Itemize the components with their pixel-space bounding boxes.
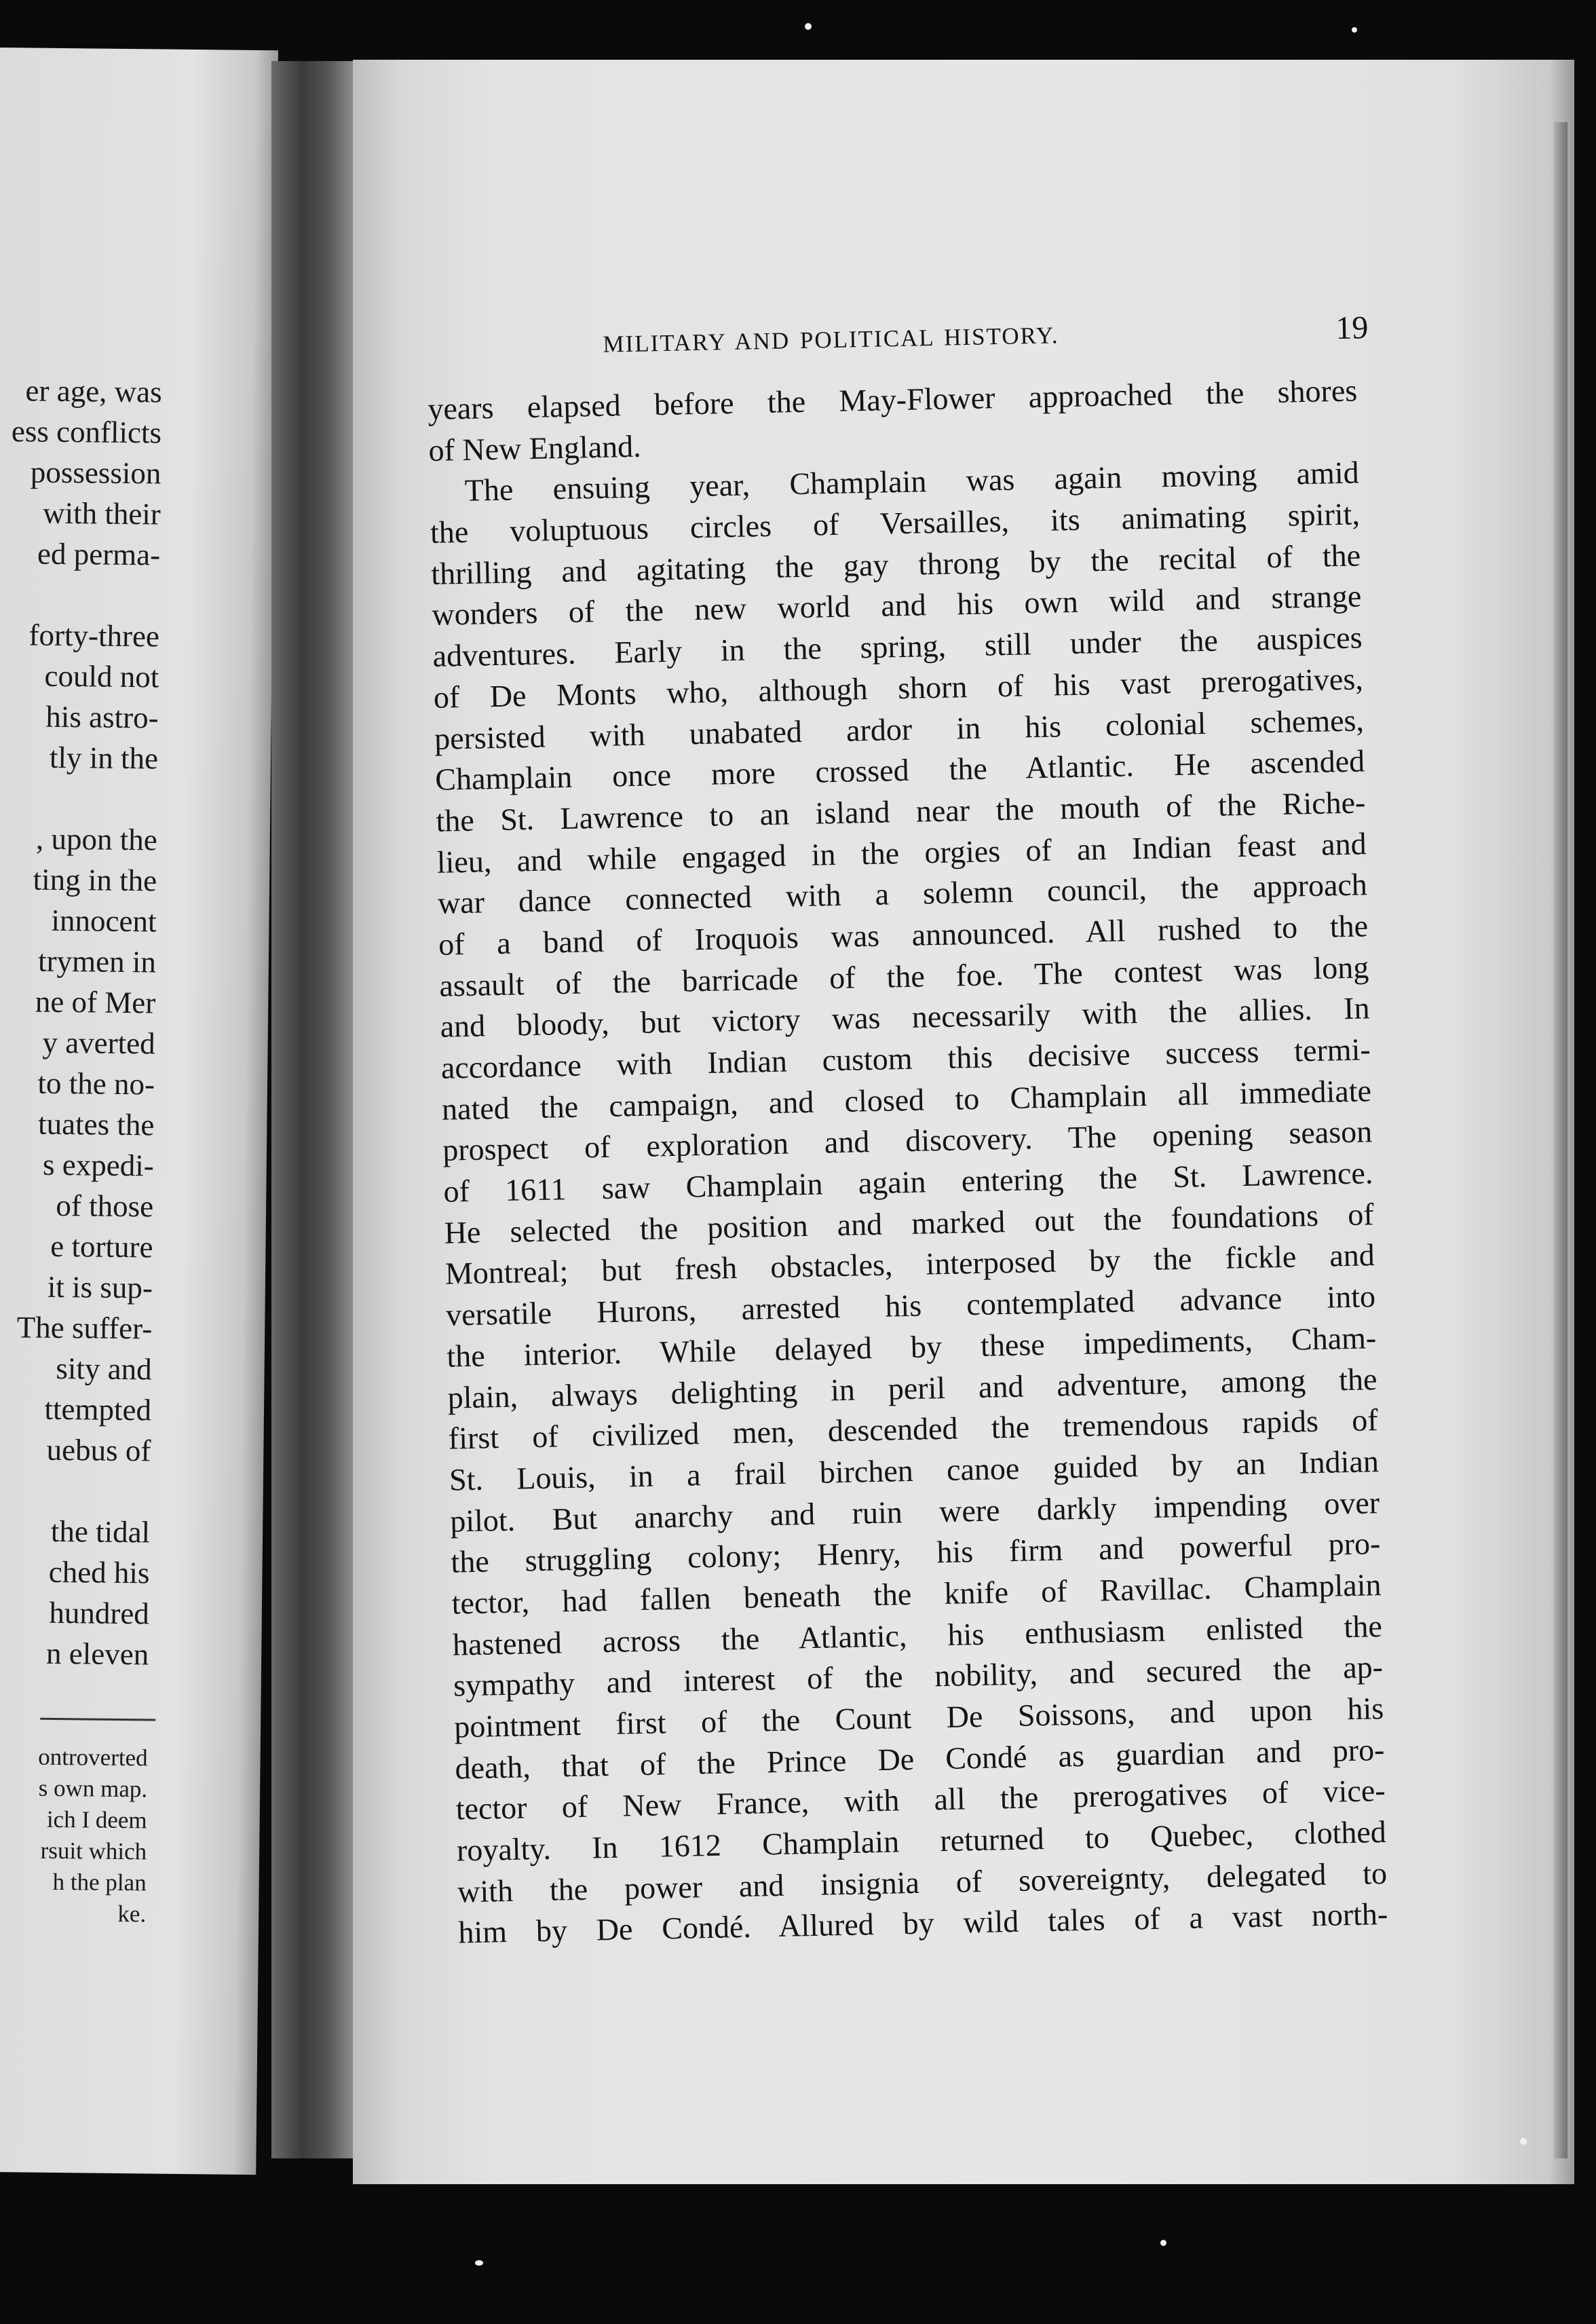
left-line: ed perma- — [37, 536, 161, 572]
right-page-text — [426, 310, 1388, 1954]
text-line: adventures. Early in the spring, still under the auspices — [432, 620, 1363, 674]
left-line: y averted — [42, 1025, 155, 1061]
text-line: St. Louis, in a frail birchen canoe guided by an Indian — [449, 1444, 1380, 1497]
left-line: with their — [42, 495, 162, 531]
left-line: sity and — [56, 1351, 152, 1387]
scan-speck — [1352, 27, 1357, 33]
text-line: royalty. In 1612 Champlain returned to Quebec, clothed — [456, 1814, 1387, 1868]
left-line: the tidal — [50, 1514, 151, 1550]
left-line: his astro- — [45, 699, 159, 735]
text-line: nated the campaign, and closed to Champlain all immediate — [441, 1072, 1372, 1127]
text-line: The ensuing year, Champlain was again moving amid — [464, 455, 1360, 508]
text-line: lieu, and while engaged in the orgies of an Indian feast and — [436, 825, 1367, 880]
text-line: thrilling and agitating the gay throng by the recital of the — [430, 538, 1361, 591]
left-paragraph-gap — [0, 777, 158, 820]
left-line: trymen in — [37, 943, 157, 979]
text-line: the struggling colony; Henry, his firm and powerful pro- — [450, 1526, 1381, 1579]
left-line: The suffer- — [16, 1310, 153, 1346]
left-footnote — [0, 1741, 148, 1930]
left-line: uebus of — [46, 1432, 151, 1468]
left-line: innocent — [51, 903, 157, 939]
scan-speck — [1520, 2138, 1527, 2145]
text-line: of De Monts who, although shorn of his vast prerogatives, — [433, 661, 1364, 715]
footnote-line: ontroverted — [38, 1743, 148, 1772]
scan-speck — [475, 2260, 483, 2266]
text-line: accordance with Indian custom this decisive success termi- — [440, 1032, 1371, 1085]
text-line: with the power and insignia of sovereignty, delegated to — [457, 1855, 1388, 1909]
text-line: years elapsed before the May-Flower approached the shores — [427, 373, 1358, 426]
left-line: s expedi- — [42, 1147, 155, 1183]
text-line: persisted with unabated ardor in his colonial schemes, — [434, 702, 1365, 756]
left-line: n eleven — [45, 1636, 149, 1672]
text-line: him by De Condé. Allured by wild tales of a vast north- — [457, 1896, 1388, 1950]
left-page-text — [0, 370, 162, 1675]
left-line: er age, was — [25, 373, 162, 409]
body-text — [428, 370, 1388, 1953]
right-page — [353, 60, 1574, 2184]
text-line: He selected the position and marked out the foundations of — [444, 1196, 1374, 1250]
scan-speck — [805, 23, 812, 30]
left-line: ess conflicts — [11, 414, 162, 450]
footnote-line: s own map. — [38, 1774, 148, 1803]
text-line: Champlain once more crossed the Atlantic. He ascended — [434, 743, 1365, 798]
text-line: and bloody, but victory was necessarily with the allies. In — [440, 990, 1370, 1045]
text-line: wonders of the new world and his own wild and strange — [431, 578, 1362, 633]
text-line: Montreal; but fresh obstacles, interposed by the fickle and — [444, 1237, 1375, 1292]
text-line: of New England. — [428, 428, 642, 468]
left-line: possession — [30, 455, 162, 491]
footnote-line: h the plan — [52, 1868, 147, 1896]
left-paragraph-gap — [0, 574, 160, 616]
text-line: the interior. While delayed by these impediments, Cham- — [446, 1320, 1377, 1374]
left-line: could not — [44, 658, 159, 694]
left-line: , upon the — [35, 821, 158, 857]
text-line: versatile Hurons, arrested his contemplated advance into — [445, 1279, 1376, 1332]
left-line: hundred — [49, 1595, 150, 1631]
left-line: ttempted — [44, 1391, 152, 1427]
text-line: pointment first of the Count De Soissons, and upon his — [453, 1691, 1384, 1744]
left-line: e torture — [50, 1229, 153, 1264]
footnote-line: ke. — [117, 1900, 147, 1928]
text-line: of a band of Iroquois was announced. All rushed to the — [438, 908, 1369, 962]
text-line: tector of New France, with all the prerogatives of vice- — [455, 1773, 1386, 1826]
left-line: it is sup- — [47, 1269, 153, 1305]
left-line: ne of Mer — [35, 984, 156, 1020]
left-line: ched his — [48, 1554, 150, 1590]
page-edge-shadow — [1554, 122, 1568, 2158]
text-line: tector, had fallen beneath the knife of Ravillac. Champlain — [451, 1567, 1382, 1621]
text-line: first of civilized men, descended the tremendous rapids of — [448, 1402, 1379, 1456]
text-line: pilot. But anarchy and ruin were darkly impending over — [449, 1484, 1380, 1539]
text-line: hastened across the Atlantic, his enthusiasm enlisted the — [452, 1608, 1383, 1662]
text-line: the voluptuous circles of Versailles, its animating spirit, — [430, 496, 1361, 550]
text-line: plain, always delighting in peril and adventure, among the — [447, 1361, 1378, 1415]
left-paragraph-gap — [0, 1469, 151, 1512]
left-line: tuates the — [37, 1106, 155, 1142]
text-line: prospect of exploration and discovery. The opening season — [442, 1114, 1373, 1168]
text-line: war dance connected with a solemn council, the approach — [437, 867, 1368, 921]
page-number: 19 — [1335, 310, 1369, 347]
left-line: of those — [56, 1188, 154, 1224]
text-line: sympathy and interest of the nobility, and secured the ap- — [453, 1649, 1384, 1703]
left-line: ting in the — [33, 862, 157, 898]
text-line: the St. Lawrence to an island near the mouth of the Riche- — [436, 785, 1366, 838]
left-page — [0, 48, 278, 2175]
footnote-line: rsuit which — [40, 1837, 147, 1865]
text-line: death, that of the Prince De Condé as guardian and pro- — [455, 1731, 1385, 1786]
running-head-title: MILITARY AND POLITICAL HISTORY. — [603, 322, 1059, 358]
text-line: assault of the barricade of the foe. The contest was long — [438, 949, 1369, 1003]
left-line: forty-three — [28, 618, 160, 654]
left-line: to the no- — [37, 1066, 155, 1102]
scan-speck — [1160, 2240, 1166, 2246]
footnote-line: ich I deem — [46, 1805, 147, 1834]
left-line: tly in the — [49, 740, 159, 776]
text-line: of 1611 saw Champlain again entering the St. Lawrence. — [443, 1155, 1373, 1209]
footnote-rule — [40, 1718, 155, 1721]
